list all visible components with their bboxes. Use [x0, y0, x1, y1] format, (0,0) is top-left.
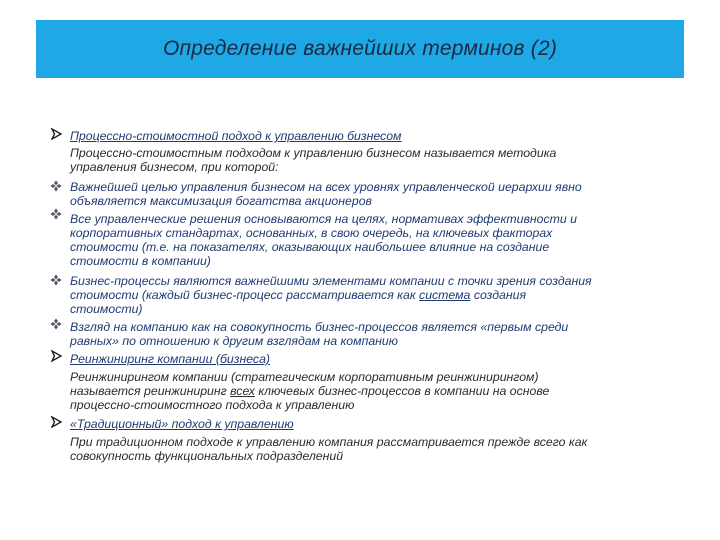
definition-line: процессно-стоимостного подхода к управлению	[70, 398, 355, 412]
bullet-line: Важнейшей целью управления бизнесом на всех уровнях управленческой иерархии явно	[70, 180, 582, 194]
bullet-line: Взгляд на компанию как на совокупность бизнес-процессов является «первым среди	[70, 320, 569, 334]
bullet-line	[70, 288, 700, 302]
line-part: создания	[470, 288, 527, 302]
diamond-bullet-icon	[48, 318, 64, 334]
bullet-line: Все управленческие решения основываются на целях, нормативах эффективности и	[70, 212, 577, 226]
definition-line: При традиционном подходе к управлению компания рассматривается прежде всего как	[70, 435, 588, 449]
line-part: называется реинжиниринг	[70, 384, 231, 398]
bullet-line: корпоративных стандартах, основанных, в свою очередь, на ключевых факторах	[70, 226, 553, 240]
bullet-line: равных» по отношению к другим взглядам на компанию	[70, 334, 399, 348]
underlined-word: система	[419, 288, 471, 302]
line-part: стоимости (каждый бизнес-процесс рассматривается как	[70, 288, 420, 302]
diamond-bullet-icon	[48, 274, 64, 290]
arrow-bullet-icon	[48, 128, 64, 144]
term-heading: «Традиционный» подход к управлению	[70, 417, 294, 431]
bullet-line: Бизнес-процессы являются важнейшими элементами компании с точки зрения создания	[70, 274, 592, 288]
bullet-line: стоимости)	[70, 302, 143, 316]
definition-line: Процессно-стоимостным подходом к управлению бизнесом называется методика	[70, 146, 557, 160]
term-heading: Реинжиниринг компании (бизнеса)	[70, 352, 270, 366]
definition-line: Реинжинирингом компании (стратегическим корпоративным реинжинирингом)	[70, 370, 539, 384]
diamond-bullet-icon	[48, 180, 64, 196]
arrow-bullet-icon	[48, 416, 64, 432]
bullet-line: объявляется максимизация богатства акционеров	[70, 194, 372, 208]
arrow-bullet-icon	[48, 350, 64, 366]
line-part: ключевых бизнес-процессов в компании на основе	[254, 384, 550, 398]
definition-line: управления бизнесом, при которой:	[70, 160, 279, 174]
diamond-bullet-icon	[48, 208, 64, 224]
term-heading: Процессно-стоимостной подход к управлению бизнесом	[70, 129, 402, 143]
definition-line: совокупность функциональных подразделений	[70, 449, 344, 463]
underlined-word: всех	[230, 384, 255, 398]
bullet-line: стоимости в компании)	[70, 254, 211, 268]
definition-line	[70, 384, 700, 398]
slide-title: Определение важнейших терминов (2)	[162, 37, 558, 60]
bullet-line: стоимости (т.е. на показателях, оказывающих наибольшее влияние на создание	[70, 240, 550, 254]
